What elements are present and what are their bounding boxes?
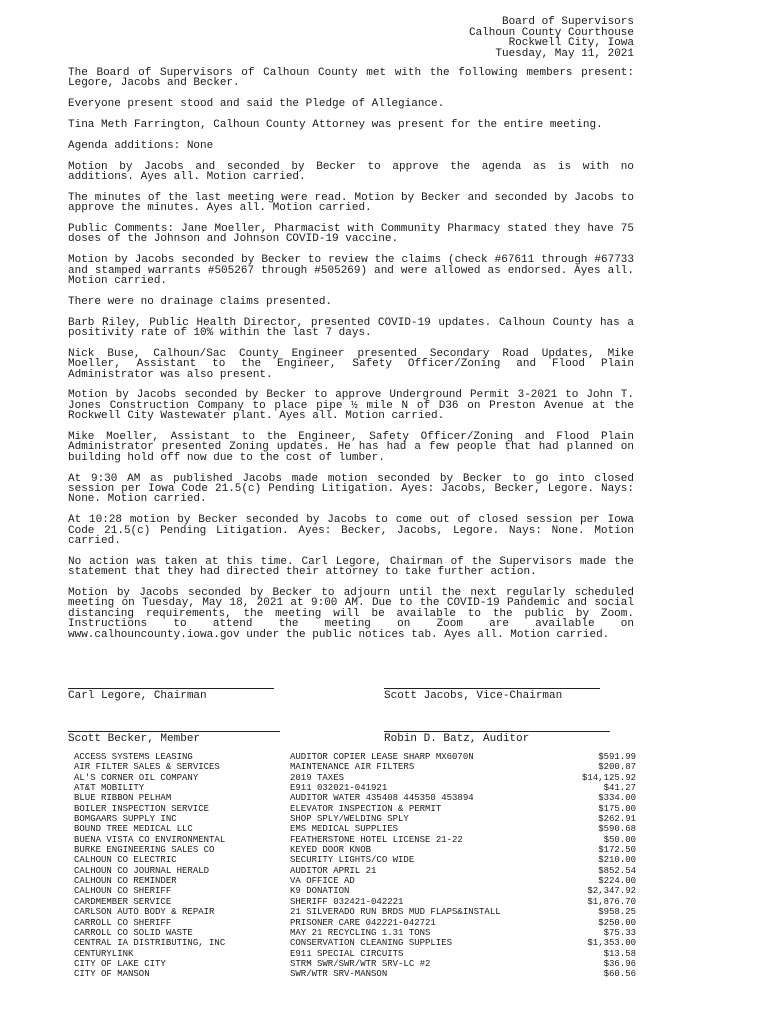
signature-name: Scott Jacobs, Vice-Chairman: [384, 690, 563, 702]
claim-row: [74, 783, 636, 793]
claim-row: [74, 762, 636, 772]
claim-vendor: CALHOUN CO ELECTRIC: [74, 855, 177, 866]
claim-description: ELEVATOR INSPECTION & PERMIT: [290, 803, 442, 814]
signature-auditor: [384, 717, 610, 745]
claim-vendor: CARLSON AUTO BODY & REPAIR: [74, 907, 215, 918]
claim-row: [74, 835, 636, 845]
claim-amount: $958.25: [598, 907, 636, 918]
claim-row: [74, 938, 636, 948]
minutes-paragraph: Tina Meth Farrington, Calhoun County Attorney was present for the entire meeting.: [68, 119, 603, 131]
claim-row: [74, 773, 636, 783]
claim-row: [74, 824, 636, 834]
claim-vendor: AL'S CORNER OIL COMPANY: [74, 772, 199, 783]
claim-amount: $1,876.70: [587, 896, 636, 907]
claim-row: [74, 793, 636, 803]
claim-row: [74, 918, 636, 928]
signature-chairman: [68, 674, 274, 702]
signature-line: [68, 717, 280, 732]
minutes-paragraph: At 10:28 motion by Becker seconded by Jacobs to come out of closed session per Iowa Code 21.5(c) Pending Litigation. Ayes: Becker, Jacobs, Legore. Nays: None. Motion carried.: [68, 514, 634, 548]
header-line: Rockwell City, Iowa: [508, 37, 634, 49]
claim-description: MAINTENANCE AIR FILTERS: [290, 762, 415, 773]
minutes-paragraph: Motion by Jacobs seconded by Becker to approve Underground Permit 3-2021 to John T. Jones Construction Company to place pipe ½ mile N of D36 on Preston Avenue at the Rockwell City Wastewater plant. Ayes all. Motion carried.: [68, 389, 634, 423]
claim-amount: $590.68: [598, 824, 636, 835]
claim-row: [74, 949, 636, 959]
minutes-paragraph: Public Comments: Jane Moeller, Pharmacist with Community Pharmacy stated they have 75 doses of the Johnson and Johnson COVID-19 vaccine.: [68, 223, 634, 246]
claim-description: E911 032021-041921: [290, 783, 388, 794]
claim-row: [74, 845, 636, 855]
claim-amount: $200.87: [598, 762, 636, 773]
claim-row: [74, 855, 636, 865]
claim-amount: $172.50: [598, 845, 636, 856]
signature-line: [384, 674, 600, 689]
minutes-paragraph: Nick Buse, Calhoun/Sac County Engineer presented Secondary Road Updates, Mike Moeller, Assistant to the Engineer, Safety Officer/Zoning and Flood Plain Administrator was also present.: [68, 347, 634, 381]
minutes-paragraph: Agenda additions: None: [68, 139, 214, 152]
claim-vendor: CARROLL CO SOLID WASTE: [74, 927, 193, 938]
claim-row: [74, 814, 636, 824]
minutes-paragraph: Barb Riley, Public Health Director, presented COVID-19 updates. Calhoun County has a positivity rate of 10% within the last 7 days.: [68, 316, 634, 340]
minutes-paragraph: There were no drainage claims presented.: [68, 295, 333, 308]
claim-description: AUDITOR COPIER LEASE SHARP MX6070N: [290, 752, 474, 762]
claim-amount: $2,347.92: [587, 886, 636, 897]
claim-row: [74, 876, 636, 886]
signature-line: [68, 674, 274, 689]
signature-vice-chairman: [384, 674, 600, 702]
claim-amount: $210.00: [598, 855, 636, 866]
claim-description: PRISONER CARE 042221-042721: [290, 917, 436, 928]
claim-description: EMS MEDICAL SUPPLIES: [290, 824, 399, 835]
claim-description: FEATHERSTONE HOTEL LICENSE 21-22: [290, 834, 463, 845]
minutes-paragraph: Everyone present stood and said the Pledge of Allegiance.: [68, 98, 445, 111]
minutes-paragraph: The Board of Supervisors of Calhoun County met with the following members present: Legore, Jacobs and Becker.: [68, 67, 634, 90]
claim-description: SHERIFF 032421-042221: [290, 896, 404, 907]
claim-row: [74, 907, 636, 917]
claim-vendor: BOMGAARS SUPPLY INC: [74, 814, 177, 825]
claim-amount: $224.00: [598, 876, 636, 887]
claim-row: [74, 928, 636, 938]
header-line: Calhoun County Courthouse: [468, 26, 634, 39]
minutes-paragraph: Motion by Jacobs and seconded by Becker to approve the agenda as is with no additions. Ayes all. Motion carried.: [68, 160, 634, 183]
claim-description: CONSERVATION CLEANING SUPPLIES: [290, 938, 453, 949]
minutes-paragraph: Mike Moeller, Assistant to the Engineer, Safety Officer/Zoning and Flood Plain Administrator presented Zoning updates. He has had a few people that had planned on building hold off now due to the cost of lumber.: [68, 431, 634, 464]
claim-description: STRM SWR/SWR/WTR SRV-LC #2: [290, 958, 431, 969]
claim-amount: $75.33: [603, 927, 636, 938]
claim-vendor: ACCESS SYSTEMS LEASING: [74, 752, 193, 762]
claim-amount: $334.00: [598, 793, 636, 804]
claim-description: SECURITY LIGHTS/CO WIDE: [290, 855, 415, 866]
claim-vendor: CENTURYLINK: [74, 948, 134, 959]
meeting-header: [469, 17, 634, 59]
claim-description: VA OFFICE AD: [290, 876, 355, 887]
claim-vendor: CENTRAL IA DISTRIBUTING, INC: [74, 938, 226, 949]
claim-row: [74, 804, 636, 814]
claim-amount: $14,125.92: [581, 772, 636, 783]
claim-description: 21 SILVERADO RUN BRDS MUD FLAPS&INSTALL: [290, 907, 501, 918]
claim-amount: $13.58: [603, 948, 636, 959]
claim-row: [74, 969, 636, 979]
claim-row: [74, 959, 636, 969]
claim-vendor: AT&T MOBILITY: [74, 783, 145, 794]
claim-vendor: BURKE ENGINEERING SALES CO: [74, 845, 215, 856]
claim-amount: $50.00: [603, 834, 636, 845]
claim-amount: $262.91: [598, 814, 636, 825]
signature-name: Robin D. Batz, Auditor: [384, 733, 530, 745]
claim-description: KEYED DOOR KNOB: [290, 845, 372, 856]
claim-row: [74, 752, 636, 762]
claim-vendor: BUENA VISTA CO ENVIRONMENTAL: [74, 834, 226, 845]
claim-description: K9 DONATION: [290, 886, 350, 897]
claim-vendor: CALHOUN CO SHERIFF: [74, 886, 172, 897]
claim-vendor: BOUND TREE MEDICAL LLC: [74, 824, 193, 835]
claim-description: MAY 21 RECYCLING 1.31 TONS: [290, 927, 431, 938]
claim-row: [74, 897, 636, 907]
claim-description: 2019 TAXES: [290, 772, 345, 783]
claim-amount: $175.00: [598, 803, 636, 814]
minutes-paragraph: No action was taken at this time. Carl Legore, Chairman of the Supervisors made the statement that they had directed their attorney to take further action.: [68, 555, 634, 579]
claim-description: AUDITOR APRIL 21: [290, 865, 377, 876]
claim-amount: $591.99: [598, 752, 636, 762]
claim-amount: $41.27: [603, 783, 636, 794]
claim-vendor: CARDMEMBER SERVICE: [74, 896, 172, 907]
minutes-paragraph: Motion by Jacobs seconded by Becker to review the claims (check #67611 through #67733 and stamped warrants #505267 through #505269) and were allowed as endorsed. Ayes all. Motion carried.: [68, 254, 634, 288]
claim-vendor: CALHOUN CO REMINDER: [74, 876, 177, 887]
claim-vendor: CITY OF MANSON: [74, 969, 150, 980]
claim-description: AUDITOR WATER 435408 445350 453894: [290, 793, 474, 804]
claim-description: E911 SPECIAL CIRCUITS: [290, 948, 404, 959]
claim-amount: $852.54: [598, 865, 636, 876]
claim-amount: $60.56: [603, 969, 636, 980]
claim-vendor: CARROLL CO SHERIFF: [74, 917, 172, 928]
claim-vendor: CALHOUN CO JOURNAL HERALD: [74, 865, 210, 876]
signature-name: Scott Becker, Member: [68, 733, 201, 745]
claims-list: [74, 752, 636, 980]
minutes-paragraph: The minutes of the last meeting were read. Motion by Becker and seconded by Jacobs to approve the minutes. Ayes all. Motion carried.: [68, 191, 634, 215]
claim-amount: $250.00: [598, 917, 636, 928]
claim-description: SWR/WTR SRV-MANSON: [290, 969, 388, 980]
minutes-paragraph: At 9:30 AM as published Jacobs made motion seconded by Becker to go into closed session per Iowa Code 21.5(c) Pending Litigation. Ayes: Jacobs, Becker, Legore. Nays: None. Motion carried.: [68, 472, 634, 506]
signature-line: [384, 717, 610, 732]
signature-name: Carl Legore, Chairman: [68, 690, 207, 702]
minutes-body: [68, 68, 634, 650]
header-line: Board of Supervisors: [501, 16, 634, 28]
header-line: Tuesday, May 11, 2021: [495, 47, 634, 60]
claim-row: [74, 886, 636, 896]
claim-vendor: BLUE RIBBON PELHAM: [74, 793, 172, 804]
signature-member: [68, 717, 280, 745]
claim-amount: $1,353.00: [587, 938, 636, 949]
claim-vendor: BOILER INSPECTION SERVICE: [74, 803, 210, 814]
claim-row: [74, 866, 636, 876]
claim-amount: $36.96: [603, 958, 636, 969]
claim-vendor: CITY OF LAKE CITY: [74, 958, 166, 969]
claim-description: SHOP SPLY/WELDING SPLY: [290, 814, 409, 825]
claim-vendor: AIR FILTER SALES & SERVICES: [74, 762, 220, 773]
minutes-paragraph: Motion by Jacobs seconded by Becker to adjourn until the next regularly scheduled meeting on Tuesday, May 18, 2021 at 9:00 AM. Due to the COVID-19 Pandemic and social distancing requirements, the meeting will be available to the public by Zoom. Instructions to attend the meeting on Zoom are available on www.calhouncounty.iowa.gov under the public notices tab. Ayes all. Motion carried.: [68, 587, 634, 641]
